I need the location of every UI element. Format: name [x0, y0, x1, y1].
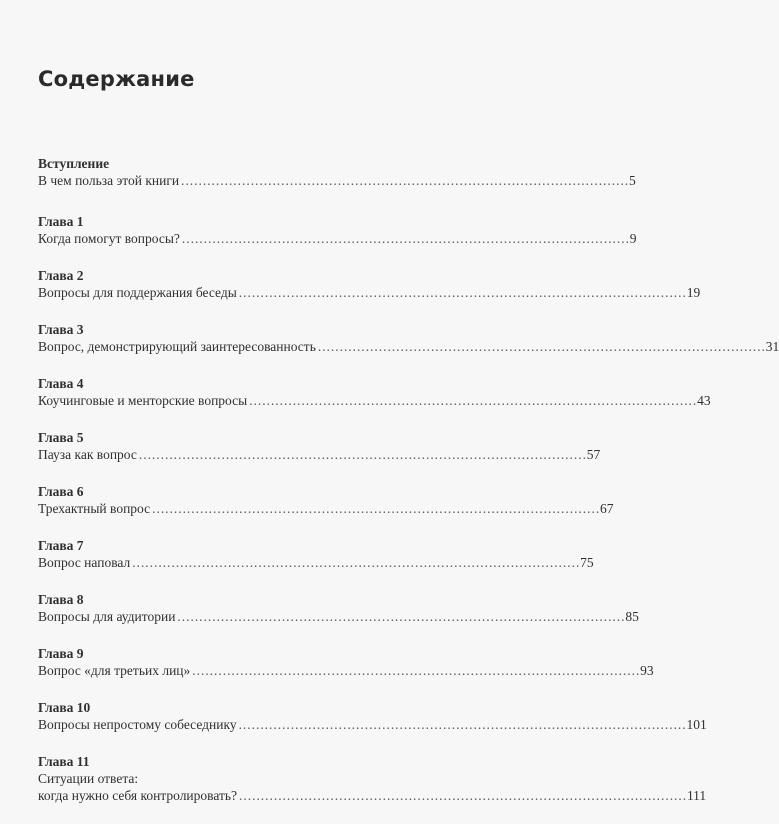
page-number: 111 [686, 788, 707, 803]
toc-entry-chapter-3 [38, 321, 779, 355]
chapter-label: Глава 5 [38, 430, 84, 445]
chapter-label: Глава 7 [38, 538, 84, 553]
chapter-title: Вопросы для поддержания беседы [38, 285, 237, 300]
page-number: 93 [640, 663, 654, 678]
dot-leader [192, 662, 638, 679]
page-number: 5 [629, 173, 636, 188]
page-number: 67 [600, 501, 614, 516]
dot-leader [182, 230, 628, 247]
dot-leader [139, 446, 585, 463]
chapter-label: Глава 3 [38, 322, 84, 337]
dot-leader [318, 338, 764, 355]
dot-leader [132, 554, 578, 571]
toc-line [38, 662, 654, 679]
chapter-title: Вопрос «для третьих лиц» [38, 663, 191, 678]
page-number: 85 [625, 609, 639, 624]
chapter-title: Вопрос наповал [38, 555, 131, 570]
chapter-title: Пауза как вопрос [38, 447, 137, 462]
toc-entry-chapter-7 [38, 537, 594, 571]
toc-line [38, 716, 707, 733]
chapter-label: Вступление [38, 156, 110, 171]
toc-line [38, 554, 594, 571]
chapter-title: когда нужно себя контролировать? [38, 788, 238, 803]
table-of-contents [38, 155, 779, 824]
toc-entry-chapter-11 [38, 753, 707, 804]
chapter-label: Глава 2 [38, 268, 84, 283]
toc-entry-chapter-2 [38, 267, 701, 301]
dot-leader [239, 787, 685, 804]
toc-entry-chapter-6 [38, 483, 614, 517]
page-number: 31 [765, 339, 779, 354]
chapter-title: В чем польза этой книги [38, 173, 180, 188]
toc-line [38, 284, 701, 301]
page-number: 19 [686, 285, 701, 300]
toc-line [38, 392, 711, 409]
toc-line [38, 172, 636, 189]
toc-line [38, 500, 614, 517]
toc-entry-chapter-9 [38, 645, 654, 679]
chapter-title: Когда помогут вопросы? [38, 231, 180, 246]
dot-leader [249, 392, 695, 409]
dot-leader [239, 716, 685, 733]
page-title: Содержание [38, 67, 195, 91]
toc-entry-chapter-4 [38, 375, 711, 409]
toc-line [38, 338, 779, 355]
chapter-title: Коучинговые и менторские вопросы [38, 393, 248, 408]
chapter-label: Глава 1 [38, 214, 84, 229]
dot-leader [239, 284, 685, 301]
chapter-label: Глава 6 [38, 484, 84, 499]
chapter-label: Глава 8 [38, 592, 84, 607]
toc-entry-chapter-1 [38, 213, 637, 247]
chapter-label: Глава 9 [38, 646, 84, 661]
chapter-title: Вопросы для аудитории [38, 609, 176, 624]
toc-line [38, 230, 637, 247]
dot-leader [181, 172, 627, 189]
chapter-title: Вопрос, демонстрирующий заинтересованность [38, 339, 316, 354]
dot-leader [152, 500, 598, 517]
toc-entry-intro [38, 155, 636, 189]
chapter-label: Глава 11 [38, 754, 90, 769]
chapter-label: Глава 10 [38, 700, 91, 715]
toc-line [38, 787, 707, 804]
chapter-label: Глава 4 [38, 376, 84, 391]
chapter-title: Вопросы непростому собеседнику [38, 717, 237, 732]
toc-line [38, 608, 639, 625]
page-number: 9 [629, 231, 637, 246]
toc-entry-chapter-10 [38, 699, 707, 733]
page-number: 101 [686, 717, 707, 732]
page-number: 43 [697, 393, 711, 408]
chapter-title-line: Ситуации ответа: [38, 771, 139, 786]
chapter-title: Трехактный вопрос [38, 501, 151, 516]
page-number: 57 [586, 447, 601, 462]
toc-line [38, 446, 601, 463]
page-number: 75 [580, 555, 594, 570]
dot-leader [177, 608, 623, 625]
toc-entry-chapter-8 [38, 591, 639, 625]
toc-entry-chapter-5 [38, 429, 601, 463]
